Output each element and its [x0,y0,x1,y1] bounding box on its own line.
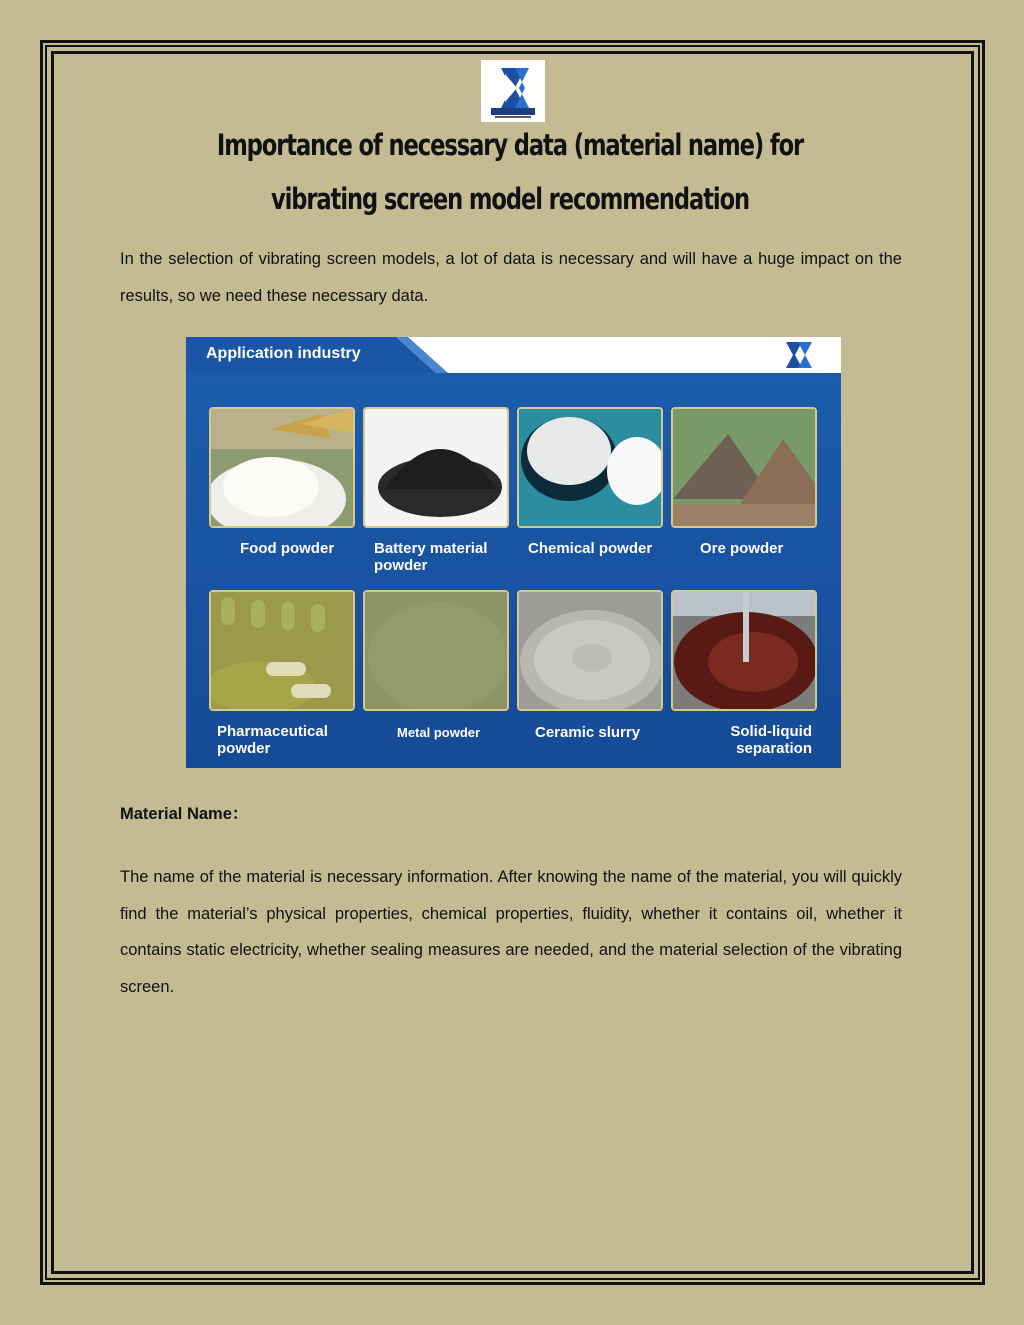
figure-logo-icon [782,340,816,370]
label-pharmaceutical-powder: Pharmaceutical powder [217,723,328,757]
section-heading: Material Name： [120,805,249,823]
label-chemical-powder: Chemical powder [528,540,653,557]
label-battery-material-powder: Battery material powder [374,540,488,574]
figure-header-title: Application industry [206,345,361,362]
pharmaceutical-powder-image [209,590,355,711]
label-ore-powder: Ore powder [700,540,784,557]
ceramic-slurry-image [517,590,663,711]
section-body-paragraph: The name of the material is necessary information. After knowing the name of the material, you will quickly find the material’s physical properties, chemical properties, fluidity, whether it contains oil, whether it contains static electricity, whether sealing measures are needed, and the material selection of the vibrating screen. [120,868,902,997]
food-powder-image [209,407,355,528]
label-metal-powder: Metal powder [397,725,481,740]
metal-powder-image [363,590,509,711]
application-industry-figure [186,337,841,768]
battery-material-powder-image [363,407,509,528]
label-food-powder: Food powder [240,540,335,557]
page-title: Importance of necessary data (material name) for vibrating screen model recommendation [216,128,804,216]
solid-liquid-separation-image [671,590,817,711]
label-ceramic-slurry: Ceramic slurry [535,724,641,741]
chemical-powder-image [517,407,663,528]
company-logo [481,60,545,122]
intro-paragraph: In the selection of vibrating screen models, a lot of data is necessary and will have a huge impact on the results, so we need these necessary data. [120,250,902,305]
label-solid-liquid-separation: Solid-liquid separation [730,723,812,757]
ore-powder-image [671,407,817,528]
